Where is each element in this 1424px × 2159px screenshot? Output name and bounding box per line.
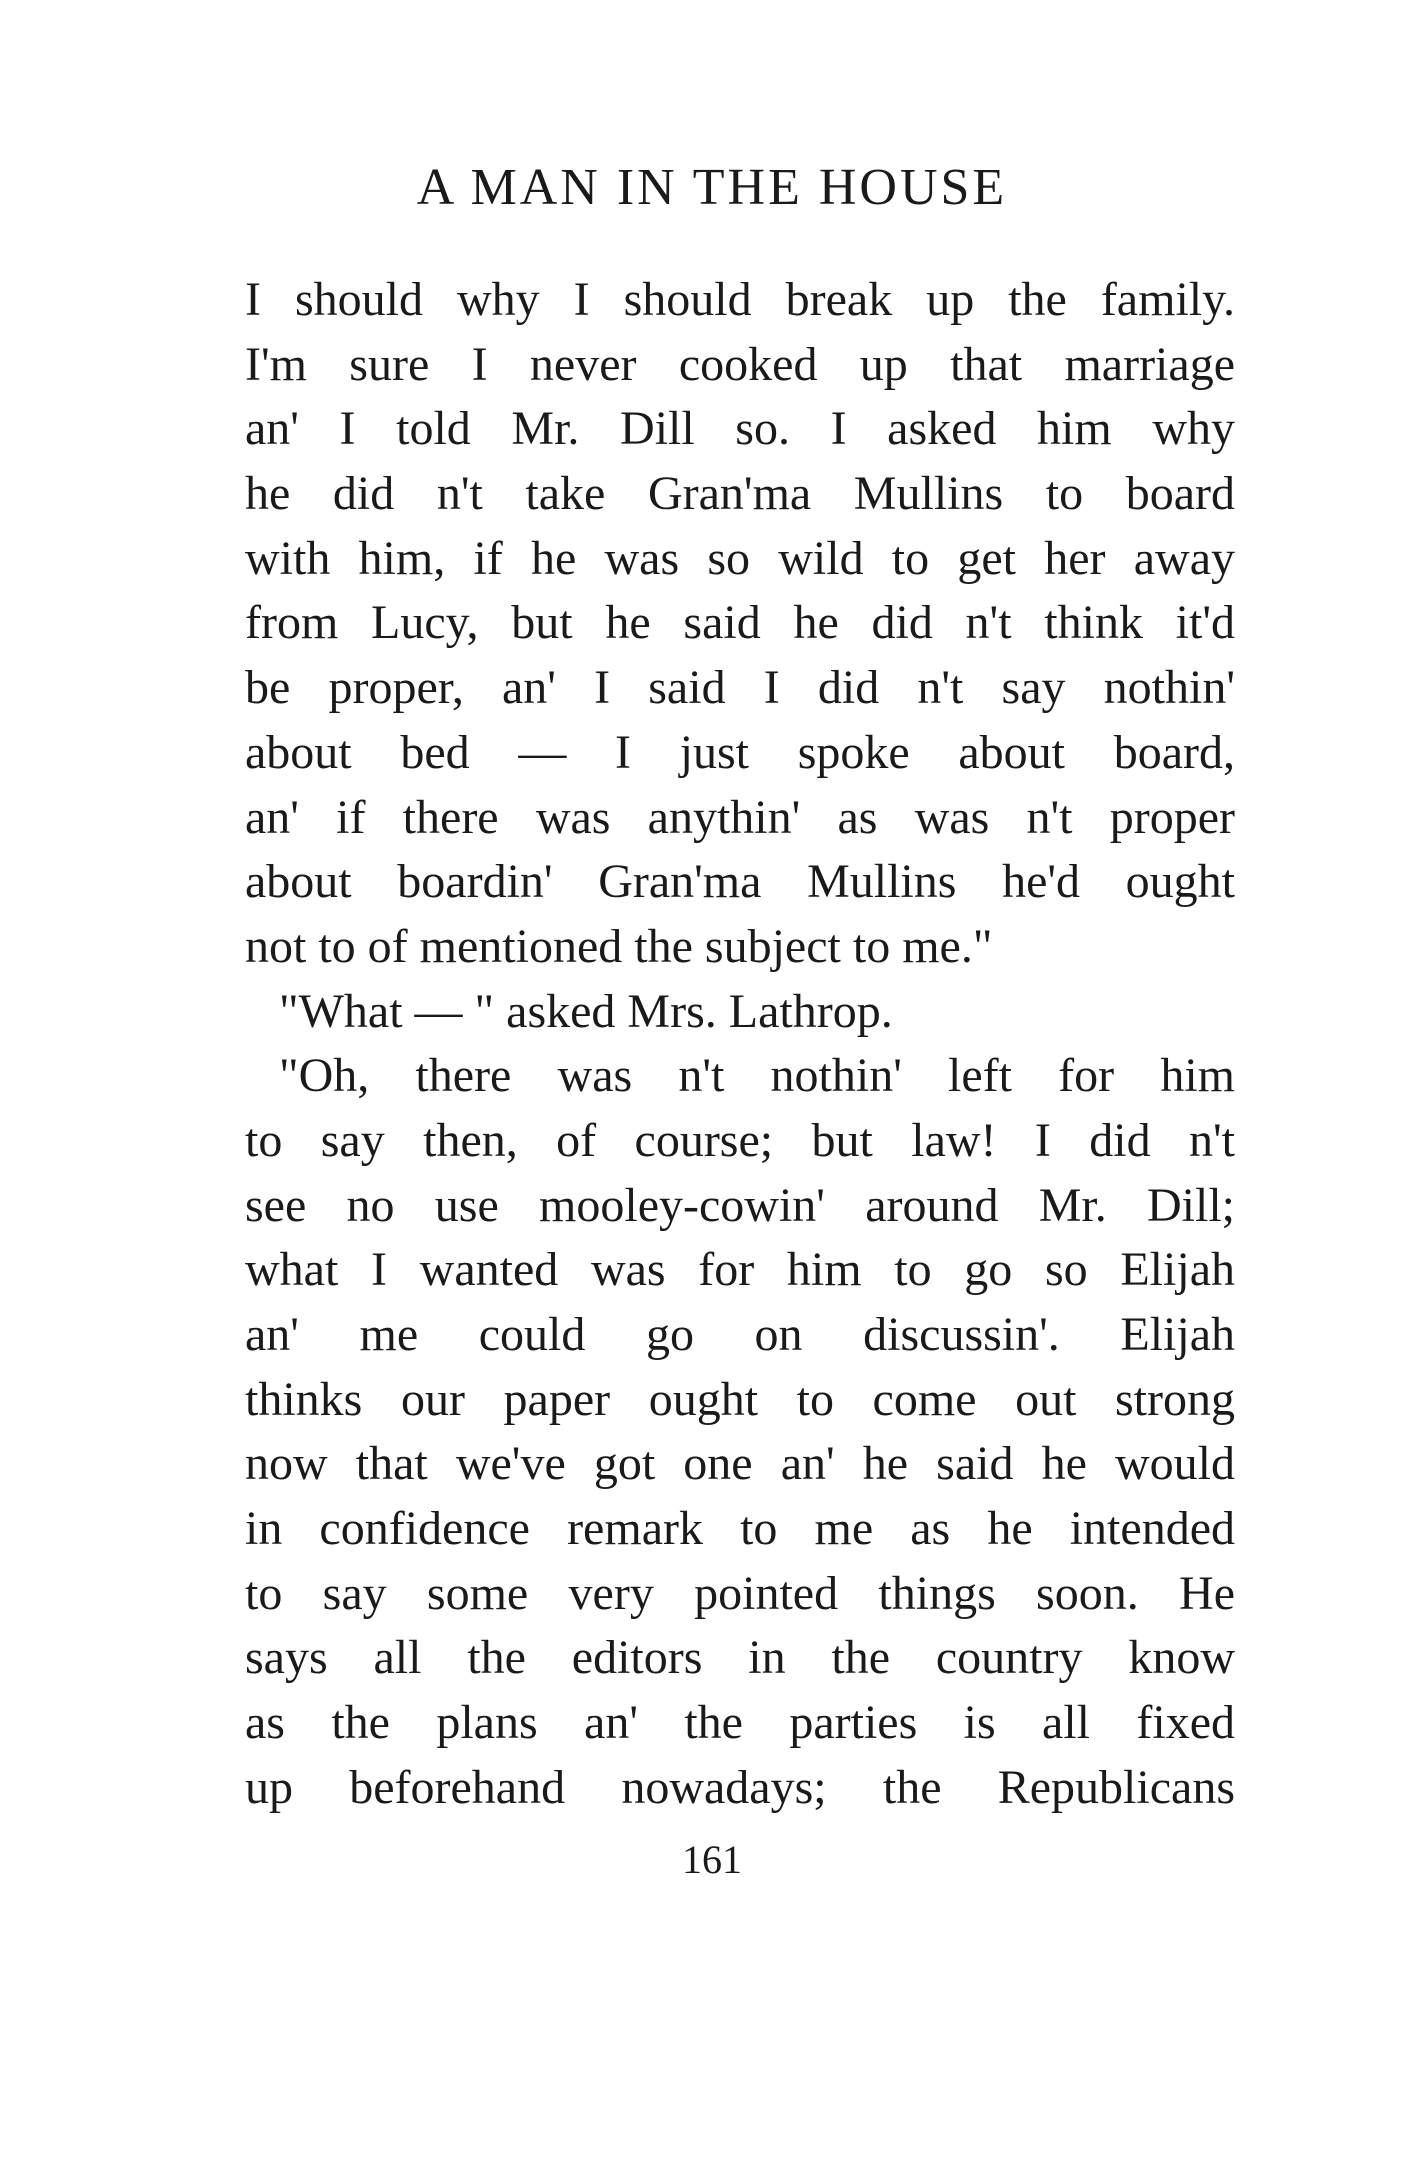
text-line-14: to say then, of course; but law! I did n't [245, 1113, 1235, 1167]
text-line-24: up beforehand nowadays; the Republicans [245, 1760, 1235, 1814]
text-line-4: he did n't take Gran'ma Mullins to board [245, 467, 1235, 521]
text-line-1: I should why I should break up the family. [245, 273, 1235, 326]
text-line-21: to say some very pointed things soon. He [245, 1566, 1235, 1620]
text-line-23: as the plans an' the parties is all fixed [245, 1696, 1235, 1750]
text-line-13: "Oh, there was n't nothin' left for him [279, 1049, 1235, 1103]
text-line-6: from Lucy, but he said he did n't think it'd [245, 596, 1235, 650]
text-line-10: about boardin' Gran'ma Mullins he'd ought [245, 855, 1235, 909]
text-line-7: be proper, an' I said I did n't say nothin' [245, 661, 1235, 715]
page-number: 161 [682, 1837, 742, 1882]
text-line-5: with him, if he was so wild to get her away [245, 531, 1235, 585]
text-line-18: thinks our paper ought to come out strong [245, 1372, 1235, 1426]
text-line-11: not to of mentioned the subject to me." [245, 919, 993, 973]
running-head: A MAN IN THE HOUSE [416, 159, 1008, 216]
text-line-20: in confidence remark to me as he intended [245, 1502, 1235, 1556]
text-line-19: now that we've got one an' he said he would [245, 1437, 1235, 1491]
text-line-15: see no use mooley-cowin' around Mr. Dill; [245, 1178, 1235, 1232]
text-line-8: about bed — I just spoke about board, [245, 725, 1235, 779]
text-line-16: what I wanted was for him to go so Elijah [245, 1243, 1235, 1297]
text-line-17: an' me could go on discussin'. Elijah [245, 1308, 1235, 1361]
text-line-12: "What — " asked Mrs. Lathrop. [279, 984, 893, 1038]
text-line-3: an' I told Mr. Dill so. I asked him why [245, 402, 1235, 456]
text-line-22: says all the editors in the country know [245, 1631, 1235, 1685]
text-line-9: an' if there was anythin' as was n't proper [245, 790, 1235, 844]
text-line-2: I'm sure I never cooked up that marriage [245, 337, 1235, 391]
body-text [245, 268, 1235, 1821]
